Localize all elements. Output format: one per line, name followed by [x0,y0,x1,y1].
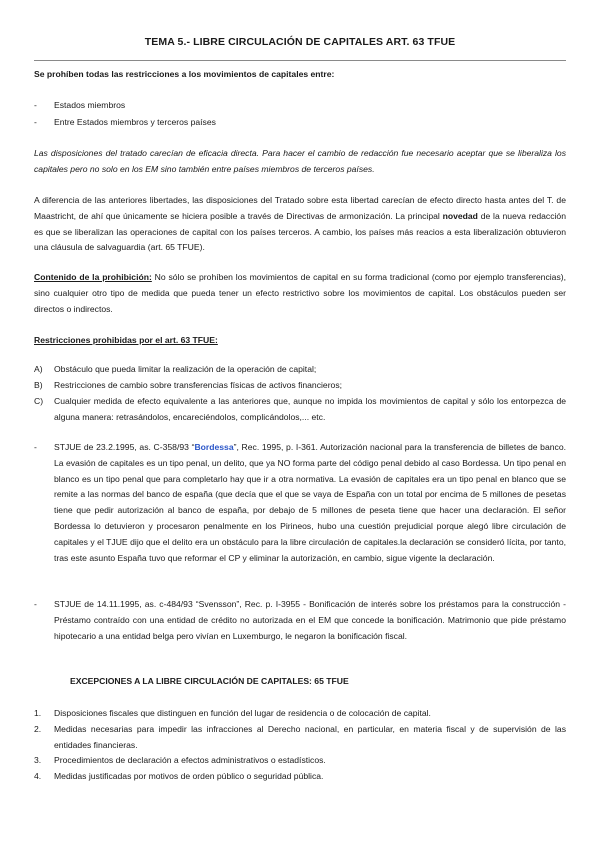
bold-term: novedad [442,210,478,221]
case-text: STJUE de 14.11.1995, as. c-484/93 “Svensson”, Rec. p. I-3955 - Bonificación de interés sobre los préstamos para la construcción - Préstamo contraído con una entidad de crédito no autorizada en el EM que concede la bonificación. Matrimonio que pide préstamo hipotecario a una entidad belga pero vivían en Luxemburgo, le negaron la bonificación fiscal. [54,599,566,641]
page-title: TEMA 5.- LIBRE CIRCULACIÓN DE CAPITALES ART. 63 TFUE [144,36,456,48]
list-item-text: Disposiciones fiscales que distinguen en función del lugar de residencia o de colocación de capital. [54,708,431,718]
case-text [54,440,566,566]
title-divider [34,60,566,61]
list-item-text: Restricciones de cambio sobre transferencias físicas de activos financieros; [54,380,343,390]
case-text-part: ”, Rec. 1995, p. I-361. Autorización nacional para la transferencia de billetes de banco. La evasión de capitales es un tipo penal, un delito, que ya NO forma parte del código penal debido al caso Bordessa. Un tipo penal en blanco es un tipo penal que para completarlo hay que ir a otra normativa. La evasión de capitales era un tipo penal en blanco que se remite a las normas del banco de españa (que decía que el que se vaya de España con un total por encima de 5 millones de pesetas tiene que pedir autorización al banco de españa, por debajo de 5 millones de peseta tiene que hacer una declaración. El señor Bordessa lo detuvieron y procesaron penalmente en los Pirineos, hubo una cuestión prejudicial porque alegó libre circulación de capitales y el TJUE dijo que el delito era un obstáculo para la libre circulación de capitales.la declaración se consideró lícita, por tanto, tras este asunto España tuvo que reformar el CP y eliminar la autorización, en cambio, sigue vigente la declaración. [54,442,566,563]
list-marker: 4. [34,771,42,781]
paragraph-maastricht [34,193,566,256]
list-item-text: Obstáculo que pueda limitar la realización de la operación de capital; [54,364,317,374]
section-heading: EXCEPCIONES A LA LIBRE CIRCULACIÓN DE CAPITALES: 65 TFUE [70,676,349,686]
paragraph-text: No sólo se prohíben los movimientos de capital en su forma tradicional (como por ejemplo transferencias), sino cualquier otro tipo de medida que pueda tener un efecto restrictivo sobre los movimientos de capital. Los obstáculos pueden ser directos o indirectos. [34,272,566,314]
italic-paragraph: Las disposiciones del tratado carecían de eficacia directa. Para hacer el cambio de redacción fue necesario aceptar que se liberaliza los capitales pero no solo en los EM sino también entre países miembros de terceros países. [34,148,566,174]
list-marker: - [34,117,37,127]
paragraph-text: A diferencia de las anteriores libertades, las disposiciones del Tratado sobre esta libertad carecían de efecto directo hasta antes del T. de Maastricht, de ahí que únicamente se hiciera posible a través de Directivas de armonización. La principal [34,195,566,221]
section-heading: Restricciones prohibidas por el art. 63 TFUE: [34,335,218,345]
list-marker: - [34,599,37,609]
list-marker: - [34,100,37,110]
list-marker: - [34,442,37,452]
list-item-text: Entre Estados miembros y terceros países [54,117,216,127]
case-text-part: STJUE de 23.2.1995, as. C-358/93 “ [54,442,195,452]
list-item-text: Procedimientos de declaración a efectos administrativos o estadísticos. [54,755,326,765]
intro-text: Se prohíben todas las restricciones a los movimientos de capitales entre: [34,69,335,79]
list-item-text: Estados miembros [54,100,126,110]
list-item-text: Medidas necesarias para impedir las infracciones al Derecho nacional, en particular, en materia fiscal y de supervisión de las entidades financieras. [54,724,566,750]
section-label: Contenido de la prohibición: [34,272,152,282]
list-marker: 3. [34,755,42,765]
paragraph-contenido [34,270,566,317]
list-marker: A) [34,364,43,374]
list-marker: 2. [34,724,42,734]
list-item-text: Cualquier medida de efecto equivalente a las anteriores que, aunque no impida los movimientos de capital y sólo los entorpezca de alguna manera: retrasándolos, encareciéndolos, complicándolos,... etc. [54,396,566,422]
paragraph-text: de la nueva redacción es que se liberalizan las operaciones de capital con los países terceros. A cambio, los países más reacios a esta liberalización obtuvieron una cláusula de salvaguardia (art. 65 TFUE). [34,210,566,253]
case-name: Bordessa [194,442,234,452]
list-marker: C) [34,396,44,406]
list-marker: B) [34,380,43,390]
list-item-text: Medidas justificadas por motivos de orden público o seguridad pública. [54,771,324,781]
list-marker: 1. [34,708,42,718]
